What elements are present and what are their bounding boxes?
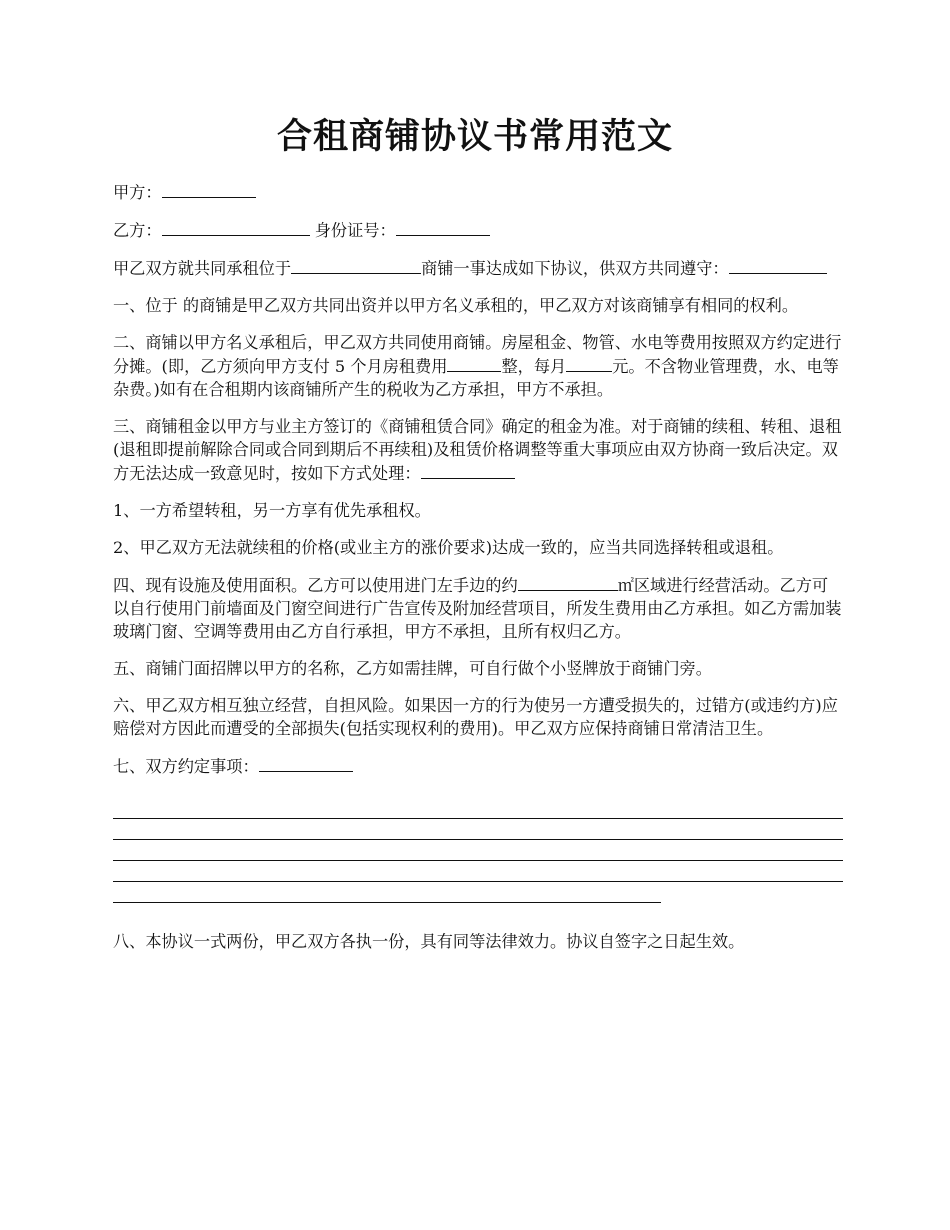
party-a-line — [113, 180, 843, 204]
intro-after: 商铺一事达成如下协议，供双方共同遵守： — [421, 259, 729, 278]
agreed-items-line — [113, 840, 843, 861]
clause-2-part1: 二、商铺以甲方名义承租后，甲乙双方共同使用商铺。房屋租金、物管、水电等费用按照双方约定进行分摊。(即，乙方须向甲方支付 5 个月房租费用 — [113, 333, 842, 376]
location-blank — [291, 256, 421, 274]
agreed-items-line — [113, 861, 843, 882]
document-body — [113, 180, 843, 967]
clause-3-text: 三、商铺租金以甲方与业主方签订的《商铺租赁合同》确定的租金为准。对于商铺的续租、转租、退租(退租即提前解除合同或合同到期后不再续租)及租赁价格调整等重大事项应由双方协商一致后决定。双方无法达成一致意见时，按如下方式处理： — [113, 417, 842, 483]
rent-total-blank — [447, 354, 501, 372]
party-b-label: 乙方： — [113, 221, 162, 240]
clause-4-after: ㎡区域进行经营活动。乙方可以自行使用门前墙面及门窗空间进行广告宣传及附加经营项目，所发生费用由乙方承担。如乙方需加装玻璃门窗、空调等费用由乙方自行承担，甲方不承担，且所有权归乙方。 — [113, 576, 842, 641]
clause-6: 六、甲乙双方相互独立经营，自担风险。如果因一方的行为使另一方遭受损失的，过错方(或违约方)应赔偿对方因此而遭受的全部损失(包括实现权利的费用)。甲乙双方应保持商铺日常清洁卫生。 — [113, 696, 838, 738]
rent-monthly-blank — [566, 354, 612, 372]
clause-7-label: 七、双方约定事项： — [113, 757, 259, 776]
clause-7 — [113, 754, 843, 778]
clause-2 — [113, 331, 843, 401]
party-b-line — [113, 218, 843, 242]
clause-8: 八、本协议一式两份，甲乙双方各执一份，具有同等法律效力。协议自签字之日起生效。 — [113, 932, 745, 951]
document-title: 合租商铺协议书常用范文 — [276, 116, 673, 157]
party-a-label: 甲方： — [113, 183, 162, 202]
clause-5: 五、商铺门面招牌以甲方的名称，乙方如需挂牌，可自行做个小竖牌放于商铺门旁。 — [113, 659, 712, 678]
sub-clause-1: 1、一方希望转租，另一方享有优先承租权。 — [113, 501, 431, 520]
id-label: 身份证号： — [314, 221, 396, 240]
clause-3-blank — [421, 461, 515, 479]
agreed-items-line — [113, 798, 843, 819]
clause-4-before: 四、现有设施及使用面积。乙方可以使用进门左手边的约 — [113, 576, 518, 595]
clause-1: 一、位于 的商铺是甲乙双方共同出资并以甲方名义承租的，甲乙双方对该商铺享有相同的权利。 — [113, 296, 799, 315]
intro-wrap-blank — [773, 256, 827, 274]
id-blank — [396, 218, 490, 236]
intro-paragraph — [113, 256, 843, 280]
clause-3 — [113, 415, 843, 485]
intro-trailing-blank — [729, 256, 773, 274]
clause-2-part3: 元。不含物业管理费，水、电等杂费。)如有在合租期内该商铺所产生的税收为乙方承担，甲方不承担。 — [113, 357, 839, 399]
clause-2-part2: 整，每月 — [501, 357, 567, 376]
clause-7-blank — [259, 754, 353, 772]
area-blank — [518, 573, 618, 591]
clause-4 — [113, 573, 843, 643]
party-b-blank — [162, 218, 310, 236]
agreed-items-line — [113, 819, 843, 840]
sub-clause-2: 2、甲乙双方无法就续租的价格(或业主方的涨价要求)达成一致的，应当共同选择转租或退租。 — [113, 538, 784, 557]
intro-before: 甲乙双方就共同承租位于 — [113, 259, 292, 278]
party-a-blank — [162, 180, 256, 198]
agreed-items-lines — [113, 798, 843, 903]
agreed-items-line — [113, 882, 661, 903]
